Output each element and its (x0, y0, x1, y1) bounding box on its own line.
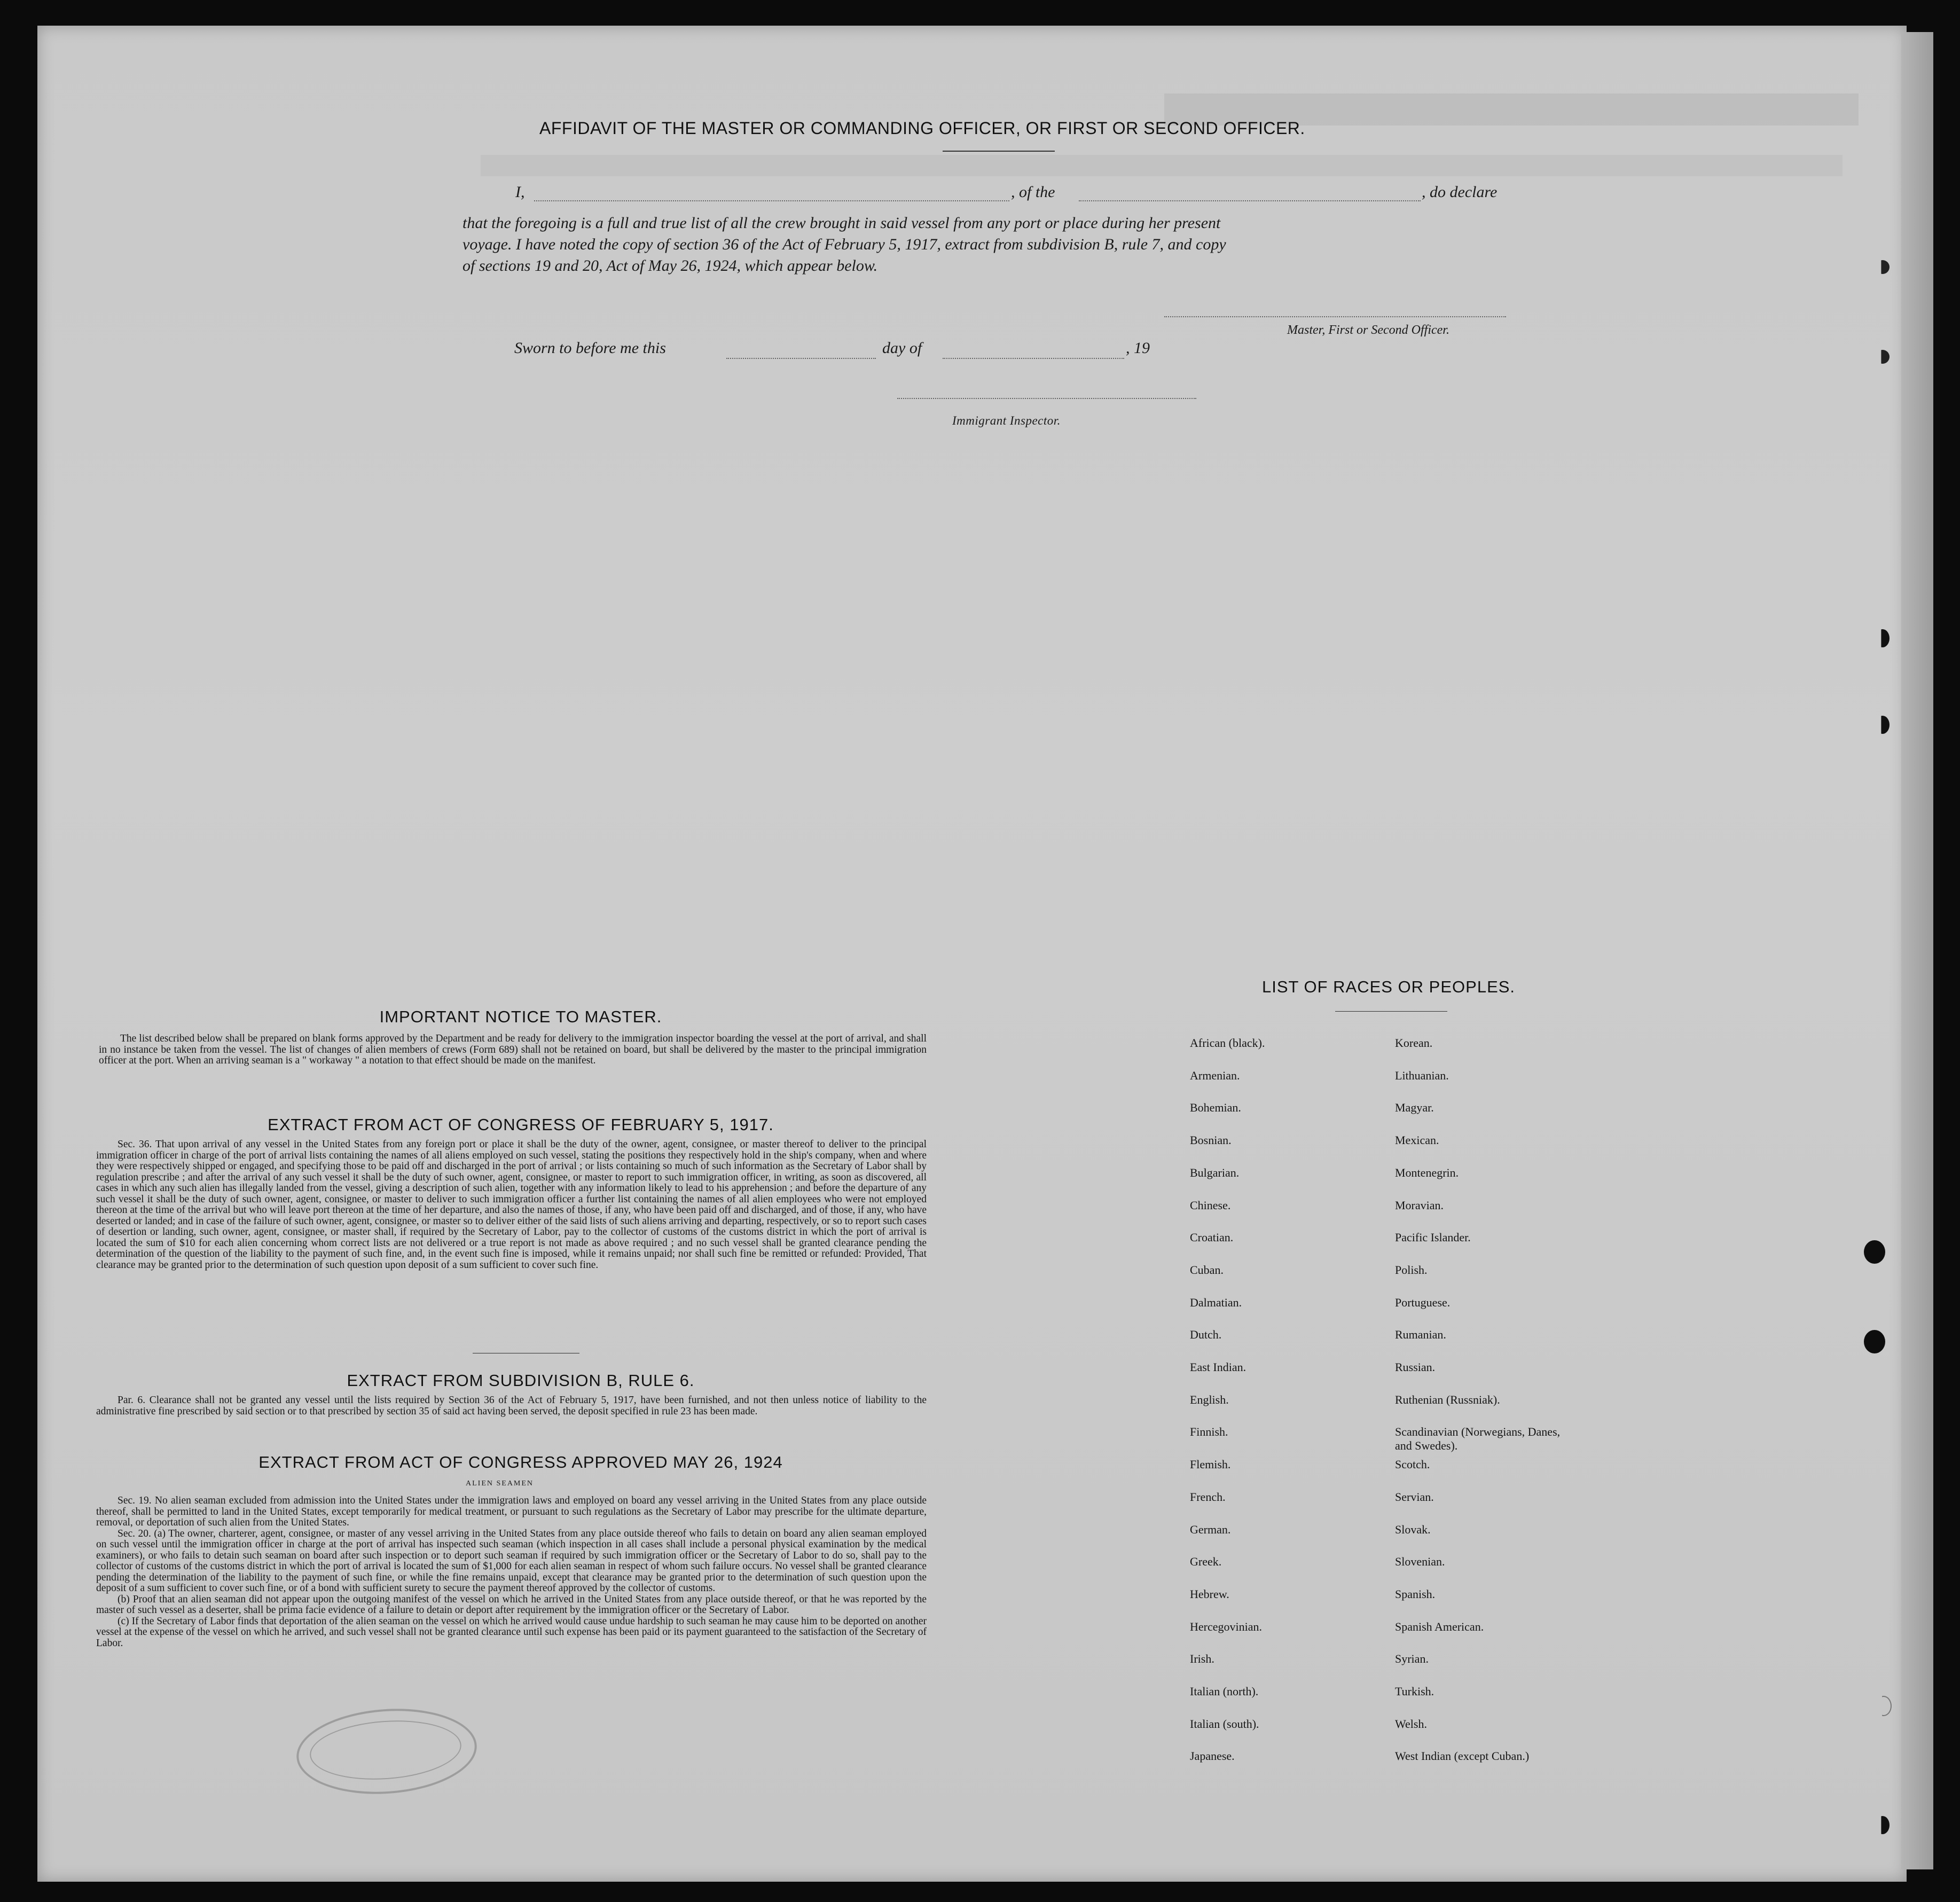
race-item: Russian. (1395, 1360, 1436, 1374)
extract-1924-subtitle: ALIEN SEAMEN (466, 1480, 534, 1488)
race-item: Greek. (1190, 1555, 1222, 1569)
race-item: Korean. (1395, 1036, 1433, 1050)
sworn-day-of: day of (882, 339, 922, 357)
race-item: Pacific Islander. (1395, 1231, 1471, 1244)
race-item: Hebrew. (1190, 1587, 1229, 1601)
extract-1924-title: EXTRACT FROM ACT OF CONGRESS APPROVED MAY 26, 1924 (258, 1453, 783, 1471)
race-item: Bosnian. (1190, 1133, 1232, 1147)
race-item: Armenian. (1190, 1068, 1240, 1082)
race-item: Irish. (1190, 1652, 1214, 1666)
race-item: Flemish. (1190, 1458, 1231, 1471)
race-item: German. (1190, 1522, 1231, 1536)
race-item: French. (1190, 1490, 1226, 1504)
master-label: Master, First or Second Officer. (1287, 323, 1449, 337)
affidavit-of-the: , of the (1011, 183, 1055, 201)
race-item: East Indian. (1190, 1360, 1246, 1374)
race-item: Hercegovinian. (1190, 1619, 1262, 1633)
race-item: Portuguese. (1395, 1295, 1451, 1309)
affidavit-title: AFFIDAVIT OF THE MASTER OR COMMANDING OFFICER, OR FIRST OR SECOND OFFICER. (539, 119, 1305, 138)
race-item: Montenegrin. (1395, 1165, 1459, 1179)
races-underline (1335, 1011, 1447, 1012)
extract-1917-text: Sec. 36. That upon arrival of any vessel in the United States from any foreign port or place it shall be the duty of the owner, agent, consignee, or master thereof to deliver to the principal immigration officer in charge of the port of arrival lists containing the names of all aliens employed on such vessel, stating the positions they respectively hold in the ship's company, when and where they were respectively shipped or engaged, and specifying those to be paid off and discharged in the port of arrival ; or lists containing so much of such information as the Secretary of Labor shall by regulation prescribe ; and after the arrival of any such vessel it shall be the duty of such owner, agent, consignee, or master to report to such immigration officer, in writing, as soon as discovered, all cases in which any such alien has illegally landed from the vessel, giving a description of such alien, together with any information likely to lead to his apprehension ; and before the departure of any such vessel it shall be the duty of such owner, agent, consignee, or master to deliver to such immigration officer a further list containing the names of all alien employees who were not employed thereon at the time of the arrival but who will leave port thereon at the time of her departure, and also the names of those, if any, who have been paid off and discharged, and of those, if any, who have deserted or landed; and in case of the failure of such owner, agent, consignee, or master so to deliver either of the said lists of such aliens arriving and departing, respectively, or so to report such cases of desertion or landing, such owner, agent, consignee, or master shall, if required by the Secretary of Labor, pay to the collector of customs of the customs district in which the port of arrival is located the sum of $10 for each alien concerning whom correct lists are not delivered or a true report is not made as above required ; and no such vessel shall be granted clearance pending the determination of the question of the liability to the payment of such fine, and, in the event such fine is imposed, while it remains unpaid; nor shall such fine be remitted or refunded: Provided, That clearance may be granted prior to the determination of such question upon deposit of a sum sufficient to cover such fine. (96, 1139, 927, 1271)
affidavit-line-4: of sections 19 and 20, Act of May 26, 1924, which appear below. (462, 257, 878, 275)
race-item: Slovak. (1395, 1522, 1431, 1536)
sworn-month-blank[interactable] (943, 358, 1124, 359)
race-item: Dalmatian. (1190, 1295, 1242, 1309)
race-item: Finnish. (1190, 1425, 1228, 1439)
race-item: Syrian. (1395, 1652, 1429, 1666)
race-item: Slovenian. (1395, 1555, 1445, 1569)
punch-hole (1864, 1330, 1885, 1353)
bleed-through-band (481, 155, 1843, 176)
notice-text: The list described below shall be prepared on blank forms approved by the Department and be ready for delivery to the immigration inspector boarding the vessel at the port of arrival, and shall in no instance be taken from the vessel. The list of changes of alien members of crews (Form 689) shall not be retained on board, but shall be delivered by the master to the principal immigration officer at the port. When an arriving seaman is a " workaway " a notation to that effect should be made on the manifest. (99, 1033, 927, 1066)
race-item: Scandinavian (Norwegians, Danes, and Swedes). (1395, 1425, 1561, 1453)
race-item: Spanish American. (1395, 1619, 1484, 1633)
sworn-prefix: Sworn to before me this (514, 339, 666, 357)
race-item: Bohemian. (1190, 1101, 1241, 1115)
affidavit-i: I, (515, 183, 525, 201)
sworn-day-blank[interactable] (726, 358, 876, 359)
race-item: Italian (south). (1190, 1717, 1259, 1731)
notice-title: IMPORTANT NOTICE TO MASTER. (379, 1007, 662, 1026)
extract-1917-title: EXTRACT FROM ACT OF CONGRESS OF FEBRUARY 5, 1917. (268, 1115, 774, 1134)
vessel-blank[interactable] (1079, 200, 1421, 201)
race-item: West Indian (except Cuban.) (1395, 1749, 1530, 1763)
race-item: Magyar. (1395, 1101, 1434, 1115)
rule6-text: Par. 6. Clearance shall not be granted any vessel until the lists required by Section 36 of the Act of February 5, 1917, have been furnished, and not then unless notice of liability to the administrative fine prescribed by said section or to that prescribed by section 35 of said act having been served, the deposit specified in rule 23 has been made. (96, 1395, 927, 1417)
inspector-signature-line[interactable] (897, 398, 1196, 399)
race-item: Lithuanian. (1395, 1068, 1449, 1082)
race-item: Spanish. (1395, 1587, 1436, 1601)
race-item: Polish. (1395, 1263, 1428, 1277)
race-item: Servian. (1395, 1490, 1434, 1504)
race-item: Japanese. (1190, 1749, 1235, 1763)
race-item: Bulgarian. (1190, 1165, 1240, 1179)
punch-hole (1864, 1240, 1885, 1264)
race-item: Cuban. (1190, 1263, 1224, 1277)
sec-20b-text: (b) Proof that an alien seaman did not appear upon the outgoing manifest of the vessel on which he arrived in the United States from any place outside thereof, or that he was reported by the master of such vessel as a deserter, shall be prima facie evidence of a failure to detain or deport after requirement by the immigration officer or the Secretary of Labor. (96, 1593, 927, 1616)
page-edge (1901, 32, 1933, 1869)
race-item: Chinese. (1190, 1198, 1231, 1212)
race-item: Dutch. (1190, 1328, 1222, 1342)
race-item: Moravian. (1395, 1198, 1444, 1212)
race-item: Mexican. (1395, 1133, 1439, 1147)
master-signature-line[interactable] (1164, 316, 1506, 317)
notice-body (99, 1034, 927, 1067)
sworn-year-prefix: , 19 (1126, 339, 1150, 357)
extract-1924-body (96, 1496, 927, 1649)
affidavit-line-2: that the foregoing is a full and true list of all the crew brought in said vessel from any port or place during her present (462, 214, 1221, 232)
rule6-body (96, 1395, 927, 1417)
rule6-title: EXTRACT FROM SUBDIVISION B, RULE 6. (347, 1371, 695, 1390)
name-blank[interactable] (534, 200, 1009, 201)
races-title: LIST OF RACES OR PEOPLES. (1261, 977, 1516, 996)
race-item: Italian (north). (1190, 1685, 1259, 1698)
race-item: Croatian. (1190, 1231, 1234, 1244)
race-item: Rumanian. (1395, 1328, 1446, 1342)
inspector-label: Immigrant Inspector. (952, 414, 1061, 427)
race-item: Ruthenian (Russniak). (1395, 1392, 1500, 1406)
sec-20c-text: (c) If the Secretary of Labor finds that deportation of the alien seaman on the vessel on which he arrived would cause undue hardship to such seaman he may cause him to be deported on another vessel at the expense of the vessel on which he arrived, and such vessel shall not be granted clearance until such expense has been paid or its payment guaranteed to the satisfaction of the Secretary of Labor. (96, 1615, 927, 1649)
sec-19-text: Sec. 19. No alien seaman excluded from admission into the United States under the immigration laws and employed on board any vessel arriving in the United States from any place outside thereof, shall be permitted to land in the United States, except temporarily for medical treatment, or pursuant to such regulations as the Secretary of Labor may prescribe for the ultimate departure, removal, or deportation of such alien from the United States. (96, 1495, 927, 1528)
race-item: African (black). (1190, 1036, 1265, 1050)
sec-20a-text: Sec. 20. (a) The owner, charterer, agent, consignee, or master of any vessel arriving in the United States from any place outside thereof who fails to detain on board any alien seaman employed on such vessel until the immigration officer in charge at the port of arrival has inspected such seaman (which inspection in all cases shall include a personal physical examination by the medical examiners), or who fails to detain such seaman on board after such inspection or to deport such seaman if required by such immigration officer or the Secretary of Labor to do so, shall pay to the collector of customs of the customs district in which the port of arrival is located the sum of $1,000 for each alien seaman in respect of whom such failure occurs. No vessel shall be granted clearance pending the determination of the liability to the payment of such fine, or while the fine remains unpaid, except that clearance may be granted prior to the determination of such question upon the deposit of a sum sufficient to cover such fine, or of a bond with sufficient surety to secure the payment thereof approved by the collector of customs. (96, 1528, 927, 1594)
race-item: English. (1190, 1392, 1229, 1406)
race-item: Welsh. (1395, 1717, 1427, 1731)
race-item: Turkish. (1395, 1685, 1434, 1698)
extract-1917-body (96, 1139, 927, 1271)
affidavit-declare: , do declare (1422, 183, 1498, 201)
race-item: Scotch. (1395, 1458, 1430, 1471)
affidavit-line-3: voyage. I have noted the copy of section 36 of the Act of February 5, 1917, extract from subdivision B, rule 7, and copy (462, 236, 1226, 253)
title-underline (943, 151, 1055, 152)
